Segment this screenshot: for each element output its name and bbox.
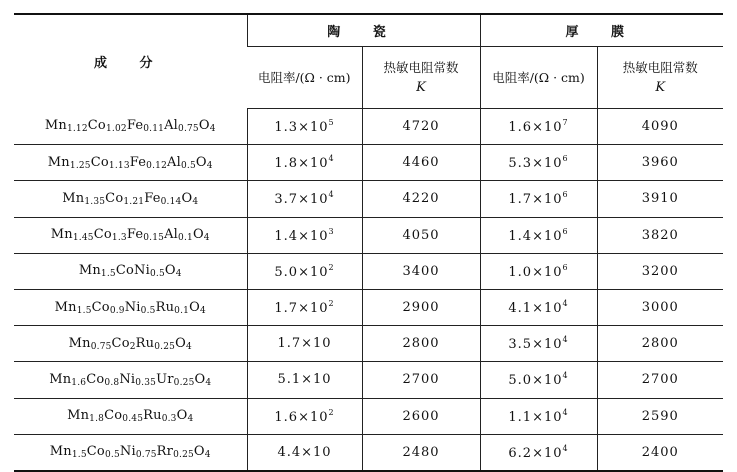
thermistor-composition-table xyxy=(14,13,723,472)
resistivity-mantissa: 1.4×10 xyxy=(508,228,563,244)
thick-film-resistivity-cell xyxy=(480,109,597,145)
element-symbol: Mn xyxy=(78,263,101,279)
composition-cell xyxy=(14,434,247,471)
element-symbol: Mn xyxy=(50,227,73,243)
resistivity-exponent: 2 xyxy=(328,299,335,309)
resistivity-exponent: 5 xyxy=(328,118,335,128)
table-row xyxy=(14,253,723,289)
element-subscript: 1.13 xyxy=(108,160,130,171)
element-symbol: Ni xyxy=(119,444,136,460)
element-symbol: O xyxy=(193,444,205,460)
table-row xyxy=(14,145,723,181)
element-subscript: 0.5 xyxy=(140,305,156,316)
element-symbol: Al xyxy=(164,227,179,243)
element-symbol: O xyxy=(189,299,200,315)
thick-film-resistivity-cell xyxy=(480,253,597,289)
element-symbol: Mn xyxy=(49,444,72,460)
element-symbol: Al xyxy=(164,118,179,134)
resistivity-exponent: 6 xyxy=(562,226,569,236)
element-symbol: Co xyxy=(91,299,110,315)
composition-cell xyxy=(14,326,247,362)
thick-film-constant-cell: 2400 xyxy=(597,434,723,471)
resistivity-exponent: 4 xyxy=(328,154,335,164)
resistivity-label: 电阻率/(Ω · cm) xyxy=(492,69,585,85)
resistivity-mantissa: 6.2×10 xyxy=(508,445,563,461)
element-symbol: Ru xyxy=(143,408,162,424)
composition-cell xyxy=(14,398,247,434)
element-subscript: 0.8 xyxy=(104,377,120,388)
element-symbol: Co xyxy=(87,118,106,134)
resistivity-exponent: 4 xyxy=(562,407,569,417)
thick-film-resistivity-cell xyxy=(480,217,597,253)
thick-film-resistivity-cell xyxy=(480,145,597,181)
element-symbol: Fe xyxy=(126,227,144,243)
element-symbol: O xyxy=(181,190,193,206)
ceramic-constant-cell: 4220 xyxy=(362,181,480,217)
element-subscript: 1.8 xyxy=(89,414,105,425)
composition-cell xyxy=(14,217,247,253)
element-symbol: O xyxy=(198,118,210,134)
element-subscript: 0.75 xyxy=(178,124,199,135)
element-subscript: 0.3 xyxy=(161,414,177,425)
element-subscript: 0.5 xyxy=(104,450,120,461)
element-symbol: Ru xyxy=(135,335,155,351)
element-subscript: 0.14 xyxy=(160,196,182,207)
element-subscript: 2 xyxy=(129,341,136,352)
ceramic-resistivity-header xyxy=(247,47,362,109)
element-subscript: 1.25 xyxy=(69,160,91,171)
element-symbol: Co xyxy=(111,335,130,351)
thick-film-constant-cell: 3820 xyxy=(597,217,723,253)
table-body xyxy=(14,109,723,471)
composition-cell xyxy=(14,253,247,289)
element-symbol: O xyxy=(192,227,204,243)
ceramic-resistivity-cell xyxy=(247,181,362,217)
resistivity-mantissa: 3.5×10 xyxy=(508,337,563,353)
element-symbol: Mn xyxy=(44,118,67,134)
element-subscript: 0.25 xyxy=(173,450,194,461)
resistivity-exponent: 2 xyxy=(328,262,335,272)
resistivity-mantissa: 1.3×10 xyxy=(274,120,329,136)
resistivity-mantissa: 1.6×10 xyxy=(274,409,329,425)
thick-film-resistivity-cell xyxy=(480,434,597,471)
ceramic-resistivity-cell xyxy=(247,289,362,325)
resistivity-mantissa: 1.8×10 xyxy=(274,156,329,172)
element-symbol: O xyxy=(194,371,206,387)
ceramic-resistivity-cell xyxy=(247,398,362,434)
element-subscript: 0.45 xyxy=(122,414,144,425)
element-subscript: 1.5 xyxy=(76,305,92,316)
resistivity-exponent: 6 xyxy=(562,190,569,200)
element-subscript: 4 xyxy=(204,450,211,461)
element-subscript: 0.5 xyxy=(180,160,196,171)
resistivity-exponent: 7 xyxy=(562,118,569,128)
component-header: 成 分 xyxy=(14,14,247,109)
resistivity-exponent: 2 xyxy=(328,407,335,417)
ceramic-resistivity-cell xyxy=(247,434,362,471)
thick-film-resistivity-cell xyxy=(480,289,597,325)
thick-film-constant-cell: 3910 xyxy=(597,181,723,217)
element-subscript: 4 xyxy=(203,233,210,244)
constant-symbol: K xyxy=(416,79,426,95)
resistivity-mantissa: 5.1×10 xyxy=(277,372,332,388)
resistivity-exponent: 4 xyxy=(562,371,569,381)
resistivity-mantissa: 1.0×10 xyxy=(508,264,563,280)
ceramic-constant-cell: 3400 xyxy=(362,253,480,289)
table-row xyxy=(14,362,723,398)
thick-film-resistivity-header xyxy=(480,47,597,109)
element-symbol: Ur xyxy=(156,371,174,387)
element-symbol: Mn xyxy=(54,299,77,315)
resistivity-mantissa: 1.7×10 xyxy=(508,192,563,208)
element-subscript: 0.11 xyxy=(143,124,165,135)
thick-film-constant-cell: 3200 xyxy=(597,253,723,289)
resistivity-exponent: 6 xyxy=(562,262,569,272)
ceramic-constant-cell: 2900 xyxy=(362,289,480,325)
ceramic-resistivity-cell xyxy=(247,253,362,289)
element-symbol: Ru xyxy=(155,299,175,315)
element-subscript: 1.5 xyxy=(100,269,116,280)
element-subscript: 1.02 xyxy=(105,124,127,135)
constant-label: 热敏电阻常数 xyxy=(383,59,459,75)
element-subscript: 1.5 xyxy=(71,450,87,461)
element-subscript: 4 xyxy=(185,341,192,352)
element-symbol: Co xyxy=(86,371,105,387)
element-symbol: Fe xyxy=(144,190,161,206)
table-row xyxy=(14,398,723,434)
table-row xyxy=(14,109,723,145)
element-symbol: Ni xyxy=(124,299,141,315)
resistivity-exponent: 4 xyxy=(562,335,569,345)
element-subscript: 0.5 xyxy=(149,269,165,280)
element-subscript: 0.75 xyxy=(135,450,157,461)
resistivity-mantissa: 1.6×10 xyxy=(508,120,563,136)
resistivity-label: 电阻率/(Ω · cm) xyxy=(257,69,351,85)
table-row xyxy=(14,326,723,362)
element-symbol: O xyxy=(175,335,186,351)
ceramic-constant-cell: 2600 xyxy=(362,398,480,434)
element-symbol: Mn xyxy=(47,154,70,170)
ceramic-resistivity-cell xyxy=(247,109,362,145)
thick-film-resistivity-cell xyxy=(480,362,597,398)
element-subscript: 1.12 xyxy=(66,124,88,135)
thick-film-constant-cell: 2800 xyxy=(597,326,723,362)
ceramic-resistivity-cell xyxy=(247,362,362,398)
element-subscript: 1.21 xyxy=(123,196,145,207)
ceramic-constant-cell: 4720 xyxy=(362,109,480,145)
element-symbol: Co xyxy=(90,154,109,170)
element-symbol: Co xyxy=(93,227,112,243)
thick-film-resistivity-cell xyxy=(480,398,597,434)
thick-film-constant-cell: 2590 xyxy=(597,398,723,434)
element-subscript: 0.35 xyxy=(135,377,157,388)
resistivity-exponent: 4 xyxy=(562,299,569,309)
resistivity-exponent: 6 xyxy=(562,154,569,164)
ceramic-resistivity-cell xyxy=(247,145,362,181)
thick-film-constant-cell: 4090 xyxy=(597,109,723,145)
element-subscript: 0.12 xyxy=(146,160,168,171)
element-subscript: 1.6 xyxy=(71,377,87,388)
resistivity-exponent: 3 xyxy=(328,226,335,236)
element-symbol: Fe xyxy=(126,118,144,134)
ceramic-constant-cell: 2700 xyxy=(362,362,480,398)
table-row xyxy=(14,434,723,471)
thick-film-group-header: 厚 膜 xyxy=(480,14,723,47)
table-row xyxy=(14,289,723,325)
element-subscript: 1.45 xyxy=(72,233,94,244)
element-symbol: Co xyxy=(86,444,105,460)
ceramic-constant-cell: 4050 xyxy=(362,217,480,253)
element-symbol: Mn xyxy=(67,408,90,424)
resistivity-mantissa: 1.4×10 xyxy=(274,228,329,244)
element-subscript: 1.35 xyxy=(84,196,106,207)
resistivity-mantissa: 5.3×10 xyxy=(508,156,563,172)
element-symbol: O xyxy=(195,154,207,170)
table-row xyxy=(14,181,723,217)
composition-cell xyxy=(14,109,247,145)
ceramic-group-header: 陶 瓷 xyxy=(247,14,480,47)
element-subscript: 0.15 xyxy=(143,233,165,244)
thick-film-constant-header xyxy=(597,47,723,109)
element-subscript: 0.25 xyxy=(154,341,176,352)
element-symbol: Mn xyxy=(68,335,91,351)
resistivity-mantissa: 1.7×10 xyxy=(277,336,332,352)
ceramic-constant-header xyxy=(362,47,480,109)
element-subscript: 1.3 xyxy=(111,233,127,244)
composition-cell xyxy=(14,362,247,398)
resistivity-exponent: 4 xyxy=(562,443,569,453)
element-subscript: 4 xyxy=(187,414,194,425)
thick-film-constant-cell: 2700 xyxy=(597,362,723,398)
resistivity-mantissa: 1.7×10 xyxy=(274,301,329,317)
resistivity-mantissa: 1.1×10 xyxy=(508,409,563,425)
element-symbol: Al xyxy=(167,154,181,170)
table-row xyxy=(14,217,723,253)
element-subscript: 4 xyxy=(209,124,216,135)
resistivity-mantissa: 5.0×10 xyxy=(274,264,329,280)
constant-label: 热敏电阻常数 xyxy=(622,59,698,75)
element-subscript: 4 xyxy=(206,160,213,171)
constant-symbol: K xyxy=(655,79,666,95)
element-symbol: Mn xyxy=(49,371,72,387)
element-symbol: CoNi xyxy=(115,263,150,279)
element-symbol: Mn xyxy=(62,190,85,206)
resistivity-mantissa: 3.7×10 xyxy=(274,192,329,208)
element-subscript: 4 xyxy=(205,377,212,388)
composition-cell xyxy=(14,181,247,217)
ceramic-constant-cell: 2480 xyxy=(362,434,480,471)
resistivity-mantissa: 5.0×10 xyxy=(508,373,563,389)
element-symbol: Rr xyxy=(156,444,174,460)
thick-film-resistivity-cell xyxy=(480,181,597,217)
element-symbol: Co xyxy=(104,408,123,424)
element-subscript: 0.9 xyxy=(109,305,125,316)
element-symbol: Ni xyxy=(119,371,136,387)
element-symbol: O xyxy=(164,263,176,279)
composition-cell xyxy=(14,289,247,325)
element-subscript: 4 xyxy=(175,269,182,280)
ceramic-resistivity-cell xyxy=(247,217,362,253)
element-subscript: 0.25 xyxy=(173,377,195,388)
element-symbol: Fe xyxy=(129,154,147,170)
thick-film-resistivity-cell xyxy=(480,326,597,362)
thick-film-constant-cell: 3960 xyxy=(597,145,723,181)
resistivity-mantissa: 4.1×10 xyxy=(508,301,563,317)
ceramic-resistivity-cell xyxy=(247,326,362,362)
element-subscript: 0.75 xyxy=(90,341,112,352)
element-subscript: 0.1 xyxy=(174,305,190,316)
element-symbol: O xyxy=(176,408,188,424)
resistivity-exponent: 4 xyxy=(328,190,335,200)
resistivity-mantissa: 4.4×10 xyxy=(277,444,332,460)
composition-cell xyxy=(14,145,247,181)
element-subscript: 4 xyxy=(192,196,199,207)
ceramic-constant-cell: 4460 xyxy=(362,145,480,181)
element-subscript: 0.1 xyxy=(178,233,193,244)
element-subscript: 4 xyxy=(199,305,206,316)
ceramic-constant-cell: 2800 xyxy=(362,326,480,362)
element-symbol: Co xyxy=(105,190,124,206)
thick-film-constant-cell: 3000 xyxy=(597,289,723,325)
